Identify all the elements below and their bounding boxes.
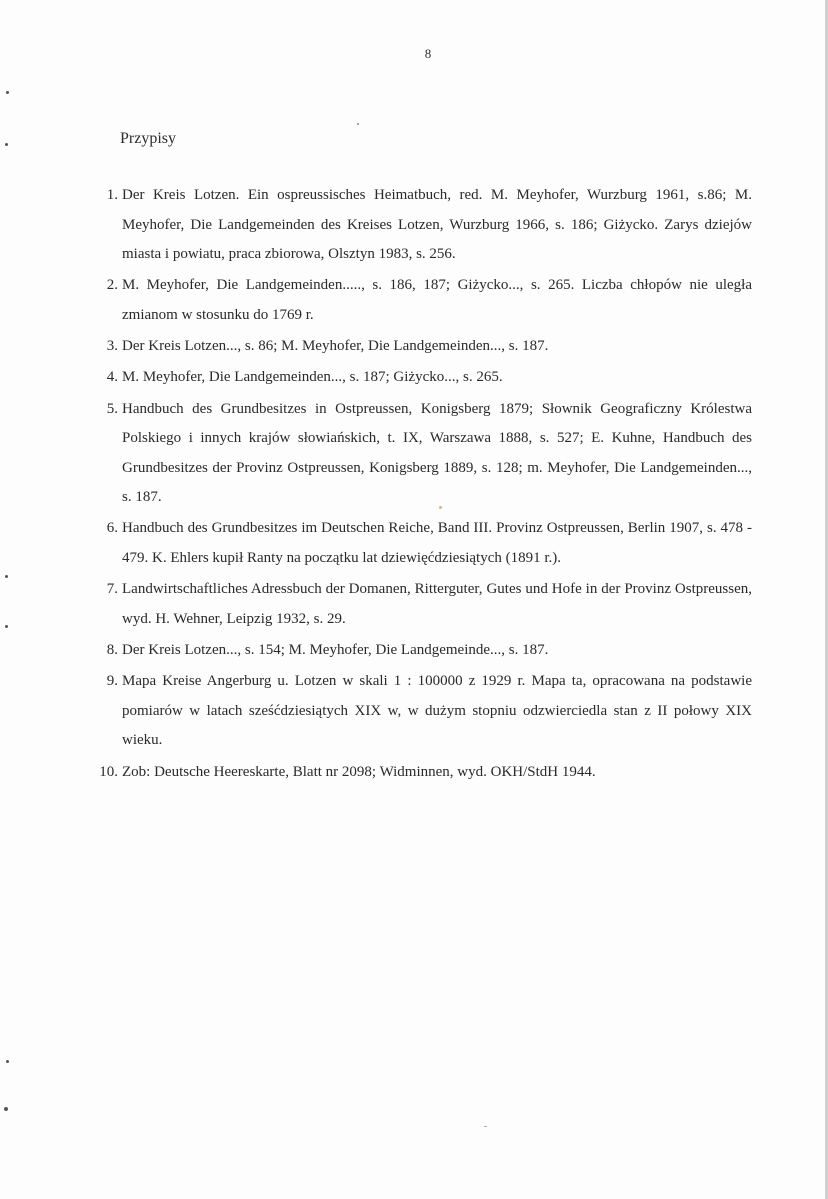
footnote-text: Zob: Deutsche Heereskarte, Blatt nr 2098; Widminnen, wyd. OKH/StdH 1944. [122, 763, 596, 780]
footnote-8 [0, 636, 752, 666]
footnote-text: Mapa Kreise Angerburg u. Lotzen w skali 1 : 100000 z 1929 r. Mapa ta, opracowana na podstawie pomiarów w latach sześćdziesiątych XIX w, w dużym stopniu odzwierciedla stan z II połowy XIX wieku. [122, 673, 752, 749]
footnote-text: Der Kreis Lotzen..., s. 154; M. Meyhofer, Die Landgemeinde..., s. 187. [122, 642, 549, 659]
scan-speck [5, 143, 8, 146]
footnote-text: M. Meyhofer, Die Landgemeinden....., s. 186, 187; Giżycko..., s. 265. Liczba chłopów nie uległa zmianom w stosunku do 1769 r. [122, 277, 752, 323]
footnote-9 [0, 667, 752, 756]
footnote-text: Der Kreis Lotzen. Ein ospreussisches Heimatbuch, red. M. Meyhofer, Wurzburg 1961, s.86; M. Meyhofer, Die Landgemeinden des Kreises Lotzen, Wurzburg 1966, s. 186; Giżycko. Zarys dziejów miasta i powiatu, praca zbiorowa, Olsztyn 1983, s. 256. [122, 187, 752, 262]
footnote-number: 6. [106, 520, 118, 537]
footnote-1 [0, 181, 752, 270]
scan-speck [5, 625, 8, 628]
footnote-number: 10. [99, 763, 118, 780]
footnote-number: 1. [106, 187, 118, 203]
scan-speck [6, 91, 9, 94]
footnote-4 [0, 363, 752, 393]
footnote-number: 3. [106, 338, 118, 355]
footnote-number: 9. [106, 673, 118, 690]
footnote-text: M. Meyhofer, Die Landgemeinden..., s. 187; Giżycko..., s. 265. [122, 369, 503, 386]
footnote-text: Landwirtschaftliches Adressbuch der Domanen, Ritterguter, Gutes und Hofe in der Provinz Ostpreussen, wyd. H. Wehner, Leipzig 1932, s. 29. [122, 581, 752, 627]
scan-speck [6, 1060, 9, 1063]
footnotes-heading: Przypisy [120, 130, 176, 147]
footnotes-list [0, 181, 828, 789]
footnote-5 [0, 395, 752, 513]
footnote-7 [0, 575, 752, 634]
footnote-6 [0, 514, 752, 573]
footnote-text: Handbuch des Grundbesitzes im Deutschen Reiche, Band III. Provinz Ostpreussen, Berlin 1907, s. 478 - 479. K. Ehlers kupił Ranty na początku lat dziewięćdziesiątych (1891 r.). [122, 520, 752, 566]
footnote-number: 5. [106, 400, 118, 417]
page-number: 8 [424, 46, 432, 61]
footnote-text: Der Kreis Lotzen..., s. 86; M. Meyhofer, Die Landgemeinden..., s. 187. [122, 338, 549, 355]
footnote-number: 7. [106, 581, 118, 598]
scan-speck [439, 506, 442, 509]
footnote-10 [0, 758, 752, 788]
scan-speck [4, 1107, 8, 1111]
footnote-2 [0, 271, 752, 330]
footnote-number: 4. [106, 369, 118, 386]
footnote-number: 2. [106, 277, 118, 294]
footnote-number: 8. [106, 642, 118, 659]
footnote-text: Handbuch des Grundbesitzes in Ostpreussen, Konigsberg 1879; Słownik Geograficzny Królestwa Polskiego i innych krajów słowiańskich, t. IX, Warszawa 1888, s. 527; E. Kuhne, Handbuch des Grundbesitzes der Provinz Ostpreussen, Konigsberg 1889, s. 128; m. Meyhofer, Die Landgemeinden..., s. 187. [122, 400, 752, 506]
footnote-3 [0, 332, 752, 362]
scan-speck [484, 1126, 487, 1127]
scan-speck [357, 123, 359, 125]
scan-speck [5, 575, 8, 578]
